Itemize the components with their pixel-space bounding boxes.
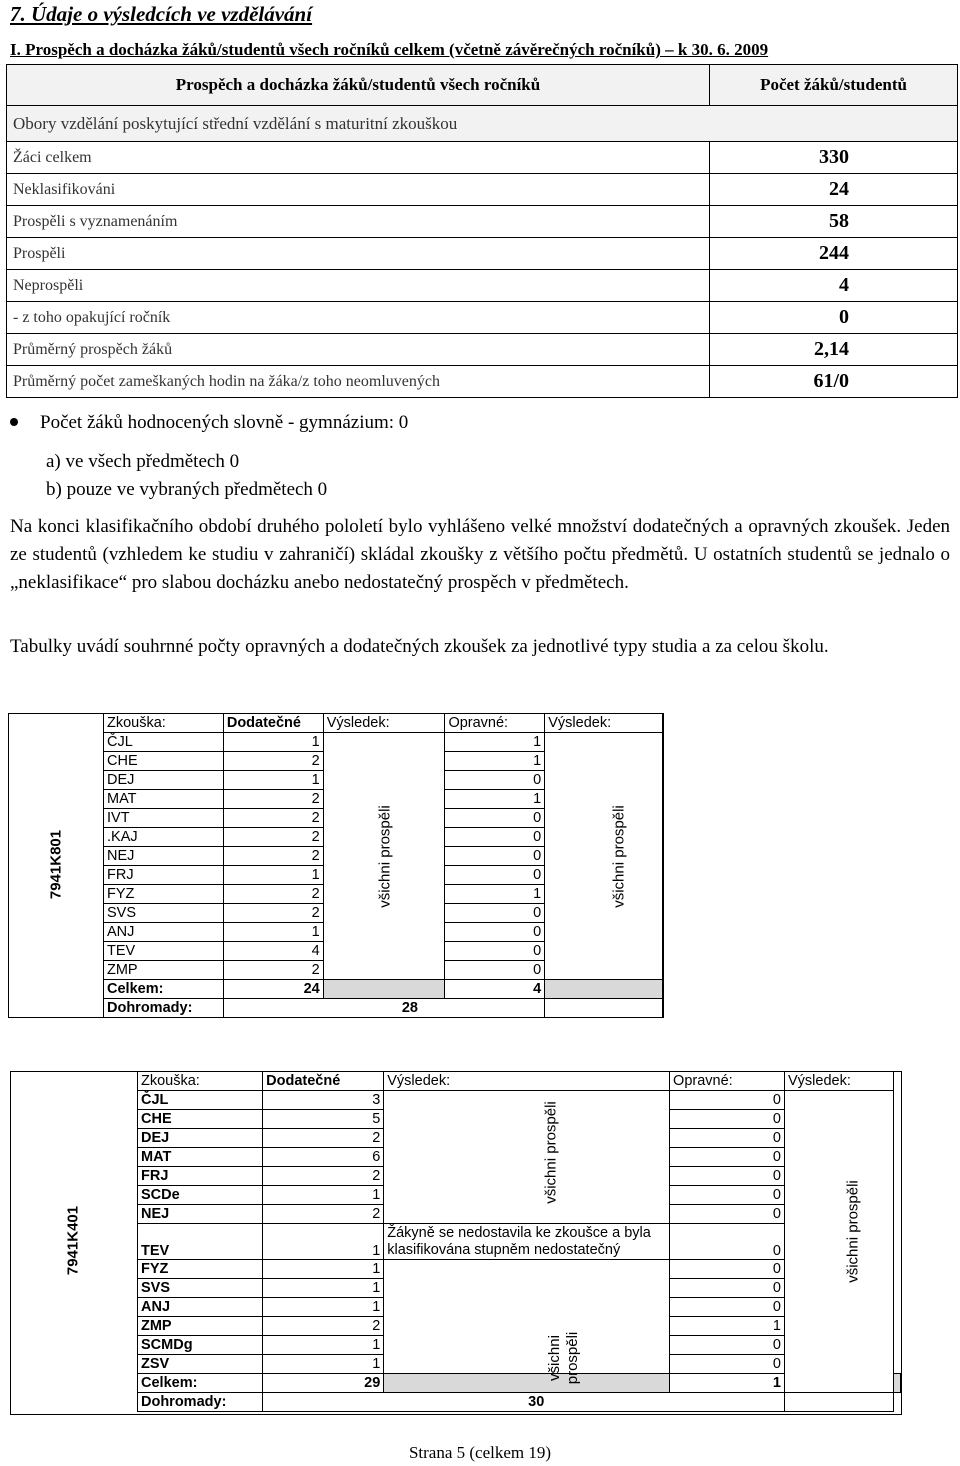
grand-total-row <box>104 999 663 1018</box>
opravne-cell: 0 <box>670 1205 785 1224</box>
dodatecne-cell: 5 <box>263 1110 384 1129</box>
result-label: všichni prospěli <box>542 1101 560 1204</box>
header-cell: Opravné: <box>670 1072 785 1091</box>
subject-cell: MAT <box>104 790 224 809</box>
opravne-cell: 0 <box>445 961 545 980</box>
subject-cell: ANJ <box>138 1298 263 1317</box>
grand-total-label: Dohromady: <box>104 999 224 1018</box>
summary-row <box>7 366 958 398</box>
section-heading: 7. Údaje o výsledcích ve vzdělávání <box>10 2 313 26</box>
dodatecne-cell: 2 <box>263 1167 384 1186</box>
summary-row <box>7 334 958 366</box>
subject-cell: CHE <box>138 1110 263 1129</box>
result-label: všichni prospěli <box>610 805 628 908</box>
header-cell: Zkouška: <box>138 1072 263 1091</box>
opravne-cell: 0 <box>670 1167 785 1186</box>
opravne-cell: 0 <box>670 1279 785 1298</box>
total-label: Celkem: <box>104 980 224 999</box>
subject-cell: DEJ <box>138 1129 263 1148</box>
paragraph: Na konci klasifikačního období druhého pololetí bylo vyhlášeno velké množství dodatečných a opravných zkoušek. Jeden ze studentů (vzhledem ke studiu v zahraničí) skládal zkoušky z většího počtu předmětů. U ostatních studentů se jednalo o „neklasifikace“ pro slabou docházku anebo nedostatečný prospěch v předmětech. <box>10 516 950 593</box>
summary-row <box>7 270 958 302</box>
program-code: 7941K401 <box>64 1205 82 1276</box>
header-cell: Výsledek: <box>545 714 663 733</box>
subject-cell: ZMP <box>138 1317 263 1336</box>
total-dodatecne: 24 <box>223 980 323 999</box>
grand-total-row <box>138 1393 901 1412</box>
subject-cell: TEV <box>104 942 224 961</box>
result-label-line: prospěli <box>564 1331 581 1385</box>
dodatecne-cell: 1 <box>223 733 323 752</box>
dodatecne-cell: 2 <box>223 961 323 980</box>
summary-col1-header: Prospěch a docházka žáků/studentů všech ročníků <box>7 65 710 106</box>
summary-label: Prospěli <box>7 238 710 270</box>
summary-label: Neklasifikováni <box>7 174 710 206</box>
result-cell <box>384 1091 670 1224</box>
opravne-cell: 0 <box>670 1148 785 1167</box>
summary-label: Průměrný počet zameškaných hodin na žáka/z toho neomluvených <box>7 366 710 398</box>
sub-item-b: b) pouze ve vybraných předmětech 0 <box>46 479 328 500</box>
dodatecne-cell: 2 <box>263 1129 384 1148</box>
result-cell <box>545 733 663 980</box>
subject-cell: TEV <box>138 1224 263 1260</box>
subject-cell: FYZ <box>138 1260 263 1279</box>
total-opravne: 4 <box>445 980 545 999</box>
page-footer: Strana 5 (celkem 19) <box>408 1443 552 1462</box>
opravne-cell: 0 <box>670 1091 785 1110</box>
summary-row <box>7 206 958 238</box>
opravne-cell: 0 <box>670 1110 785 1129</box>
grand-total-value <box>263 1393 785 1412</box>
summary-label: Žáci celkem <box>7 142 710 174</box>
dodatecne-cell: 1 <box>223 923 323 942</box>
dodatecne-cell: 1 <box>223 866 323 885</box>
summary-header-row <box>7 65 958 106</box>
summary-row <box>7 142 958 174</box>
opravne-cell: 0 <box>670 1298 785 1317</box>
dodatecne-cell: 1 <box>223 771 323 790</box>
note-cell: Žákyně se nedostavila ke zkoušce a byla klasifikována stupněm nedostatečný <box>384 1224 670 1260</box>
summary-col2-header: Počet žáků/studentů <box>710 65 958 106</box>
result-label <box>546 1313 582 1403</box>
total-label: Celkem: <box>138 1374 263 1393</box>
dodatecne-cell: 1 <box>263 1186 384 1205</box>
dodatecne-cell: 1 <box>263 1336 384 1355</box>
dodatecne-cell: 1 <box>263 1224 384 1260</box>
subject-cell: ZSV <box>138 1355 263 1374</box>
dodatecne-cell: 2 <box>223 885 323 904</box>
summary-row <box>7 238 958 270</box>
result-label: všichni prospěli <box>844 1180 862 1283</box>
subject-cell: SVS <box>104 904 224 923</box>
opravne-cell: 0 <box>670 1260 785 1279</box>
opravne-cell: 0 <box>445 904 545 923</box>
dodatecne-cell: 6 <box>263 1148 384 1167</box>
opravne-cell: 0 <box>670 1355 785 1374</box>
dodatecne-cell: 2 <box>223 904 323 923</box>
subject-cell: CHE <box>104 752 224 771</box>
dodatecne-cell: 2 <box>263 1317 384 1336</box>
subject-cell: FRJ <box>104 866 224 885</box>
summary-table <box>6 64 958 398</box>
grand-total-number: 28 <box>401 1000 418 1016</box>
summary-label: Průměrný prospěch žáků <box>7 334 710 366</box>
subsection-heading: I. Prospěch a docházka žáků/studentů všech ročníků celkem (včetně závěrečných ročníků) – k 30. 6. 2009 <box>10 40 769 59</box>
opravne-cell: 0 <box>445 847 545 866</box>
opravne-cell: 0 <box>445 828 545 847</box>
header-cell: Opravné: <box>445 714 545 733</box>
subject-cell: .KAJ <box>104 828 224 847</box>
subject-cell: SCMDg <box>138 1336 263 1355</box>
exam-table-2 <box>137 1071 901 1412</box>
bullet-text: Počet žáků hodnocených slovně - gymnázium: 0 <box>40 412 409 433</box>
subject-cell: IVT <box>104 809 224 828</box>
summary-row <box>7 302 958 334</box>
opravne-cell: 0 <box>445 771 545 790</box>
bullet-dot-icon <box>10 418 18 426</box>
opravne-cell: 1 <box>670 1317 785 1336</box>
opravne-cell: 1 <box>445 733 545 752</box>
header-cell: Dodatečné <box>263 1072 384 1091</box>
dodatecne-cell: 2 <box>223 809 323 828</box>
shaded-cell <box>384 1374 670 1393</box>
total-dodatecne: 29 <box>263 1374 384 1393</box>
subject-cell: ČJL <box>104 733 224 752</box>
opravne-cell: 0 <box>445 809 545 828</box>
summary-value: 0 <box>710 302 958 334</box>
table-row <box>104 733 663 752</box>
shaded-cell <box>323 980 445 999</box>
subject-cell: ČJL <box>138 1091 263 1110</box>
summary-label: - z toho opakující ročník <box>7 302 710 334</box>
result-cell <box>384 1260 670 1374</box>
summary-value: 2,14 <box>710 334 958 366</box>
subject-cell: MAT <box>138 1148 263 1167</box>
result-label-line: všichni <box>546 1335 563 1381</box>
total-opravne: 1 <box>670 1374 785 1393</box>
subject-cell: DEJ <box>104 771 224 790</box>
shaded-cell <box>545 980 663 999</box>
summary-band: Obory vzdělání poskytující střední vzdělání s maturitní zkouškou <box>7 106 958 142</box>
table-header-row <box>104 714 663 733</box>
header-cell: Zkouška: <box>104 714 224 733</box>
program-code: 7941K801 <box>47 829 65 900</box>
opravne-cell: 0 <box>445 866 545 885</box>
grand-total-label: Dohromady: <box>138 1393 263 1412</box>
grand-total-value <box>223 999 544 1018</box>
opravne-cell: 0 <box>445 923 545 942</box>
subject-cell: ZMP <box>104 961 224 980</box>
summary-value: 244 <box>710 238 958 270</box>
summary-value: 24 <box>710 174 958 206</box>
subject-cell: NEJ <box>104 847 224 866</box>
summary-band-row <box>7 106 958 142</box>
opravne-cell: 1 <box>445 885 545 904</box>
paragraph: Tabulky uvádí souhrnné počty opravných a dodatečných zkoušek za jednotlivé typy studia a za celou školu. <box>10 636 829 657</box>
opravne-cell: 0 <box>670 1336 785 1355</box>
summary-value: 61/0 <box>710 366 958 398</box>
result-cell <box>784 1091 893 1393</box>
summary-value: 330 <box>710 142 958 174</box>
bullet-item <box>10 409 408 437</box>
summary-row <box>7 174 958 206</box>
subject-cell: ANJ <box>104 923 224 942</box>
dodatecne-cell: 1 <box>263 1279 384 1298</box>
empty-cell <box>545 999 663 1018</box>
sub-item-a: a) ve všech předmětech 0 <box>46 451 240 472</box>
subject-cell: SVS <box>138 1279 263 1298</box>
subject-cell: SCDe <box>138 1186 263 1205</box>
subject-cell: FYZ <box>104 885 224 904</box>
header-cell: Výsledek: <box>323 714 445 733</box>
dodatecne-cell: 1 <box>263 1260 384 1279</box>
opravne-cell: 0 <box>670 1129 785 1148</box>
total-row <box>104 980 663 999</box>
opravne-cell: 1 <box>445 790 545 809</box>
dodatecne-cell: 2 <box>223 752 323 771</box>
opravne-cell: 0 <box>670 1224 785 1260</box>
dodatecne-cell: 3 <box>263 1091 384 1110</box>
empty-cell <box>784 1393 893 1412</box>
dodatecne-cell: 2 <box>223 847 323 866</box>
result-label: všichni prospěli <box>376 805 394 908</box>
subject-cell: FRJ <box>138 1167 263 1186</box>
summary-value: 58 <box>710 206 958 238</box>
subject-cell: NEJ <box>138 1205 263 1224</box>
dodatecne-cell: 4 <box>223 942 323 961</box>
summary-label: Neprospěli <box>7 270 710 302</box>
dodatecne-cell: 1 <box>263 1355 384 1374</box>
summary-value: 4 <box>710 270 958 302</box>
dodatecne-cell: 2 <box>223 790 323 809</box>
dodatecne-cell: 2 <box>223 828 323 847</box>
dodatecne-cell: 2 <box>263 1205 384 1224</box>
table-row <box>138 1091 901 1110</box>
opravne-cell: 0 <box>445 942 545 961</box>
dodatecne-cell: 1 <box>263 1298 384 1317</box>
summary-label: Prospěli s vyznamenáním <box>7 206 710 238</box>
grand-total-number: 30 <box>528 1394 545 1410</box>
header-cell: Výsledek: <box>784 1072 893 1091</box>
table-header-row <box>138 1072 901 1091</box>
shaded-cell <box>894 1374 901 1393</box>
opravne-cell: 1 <box>445 752 545 771</box>
opravne-cell: 0 <box>670 1186 785 1205</box>
header-cell: Výsledek: <box>384 1072 670 1091</box>
header-cell: Dodatečné <box>223 714 323 733</box>
